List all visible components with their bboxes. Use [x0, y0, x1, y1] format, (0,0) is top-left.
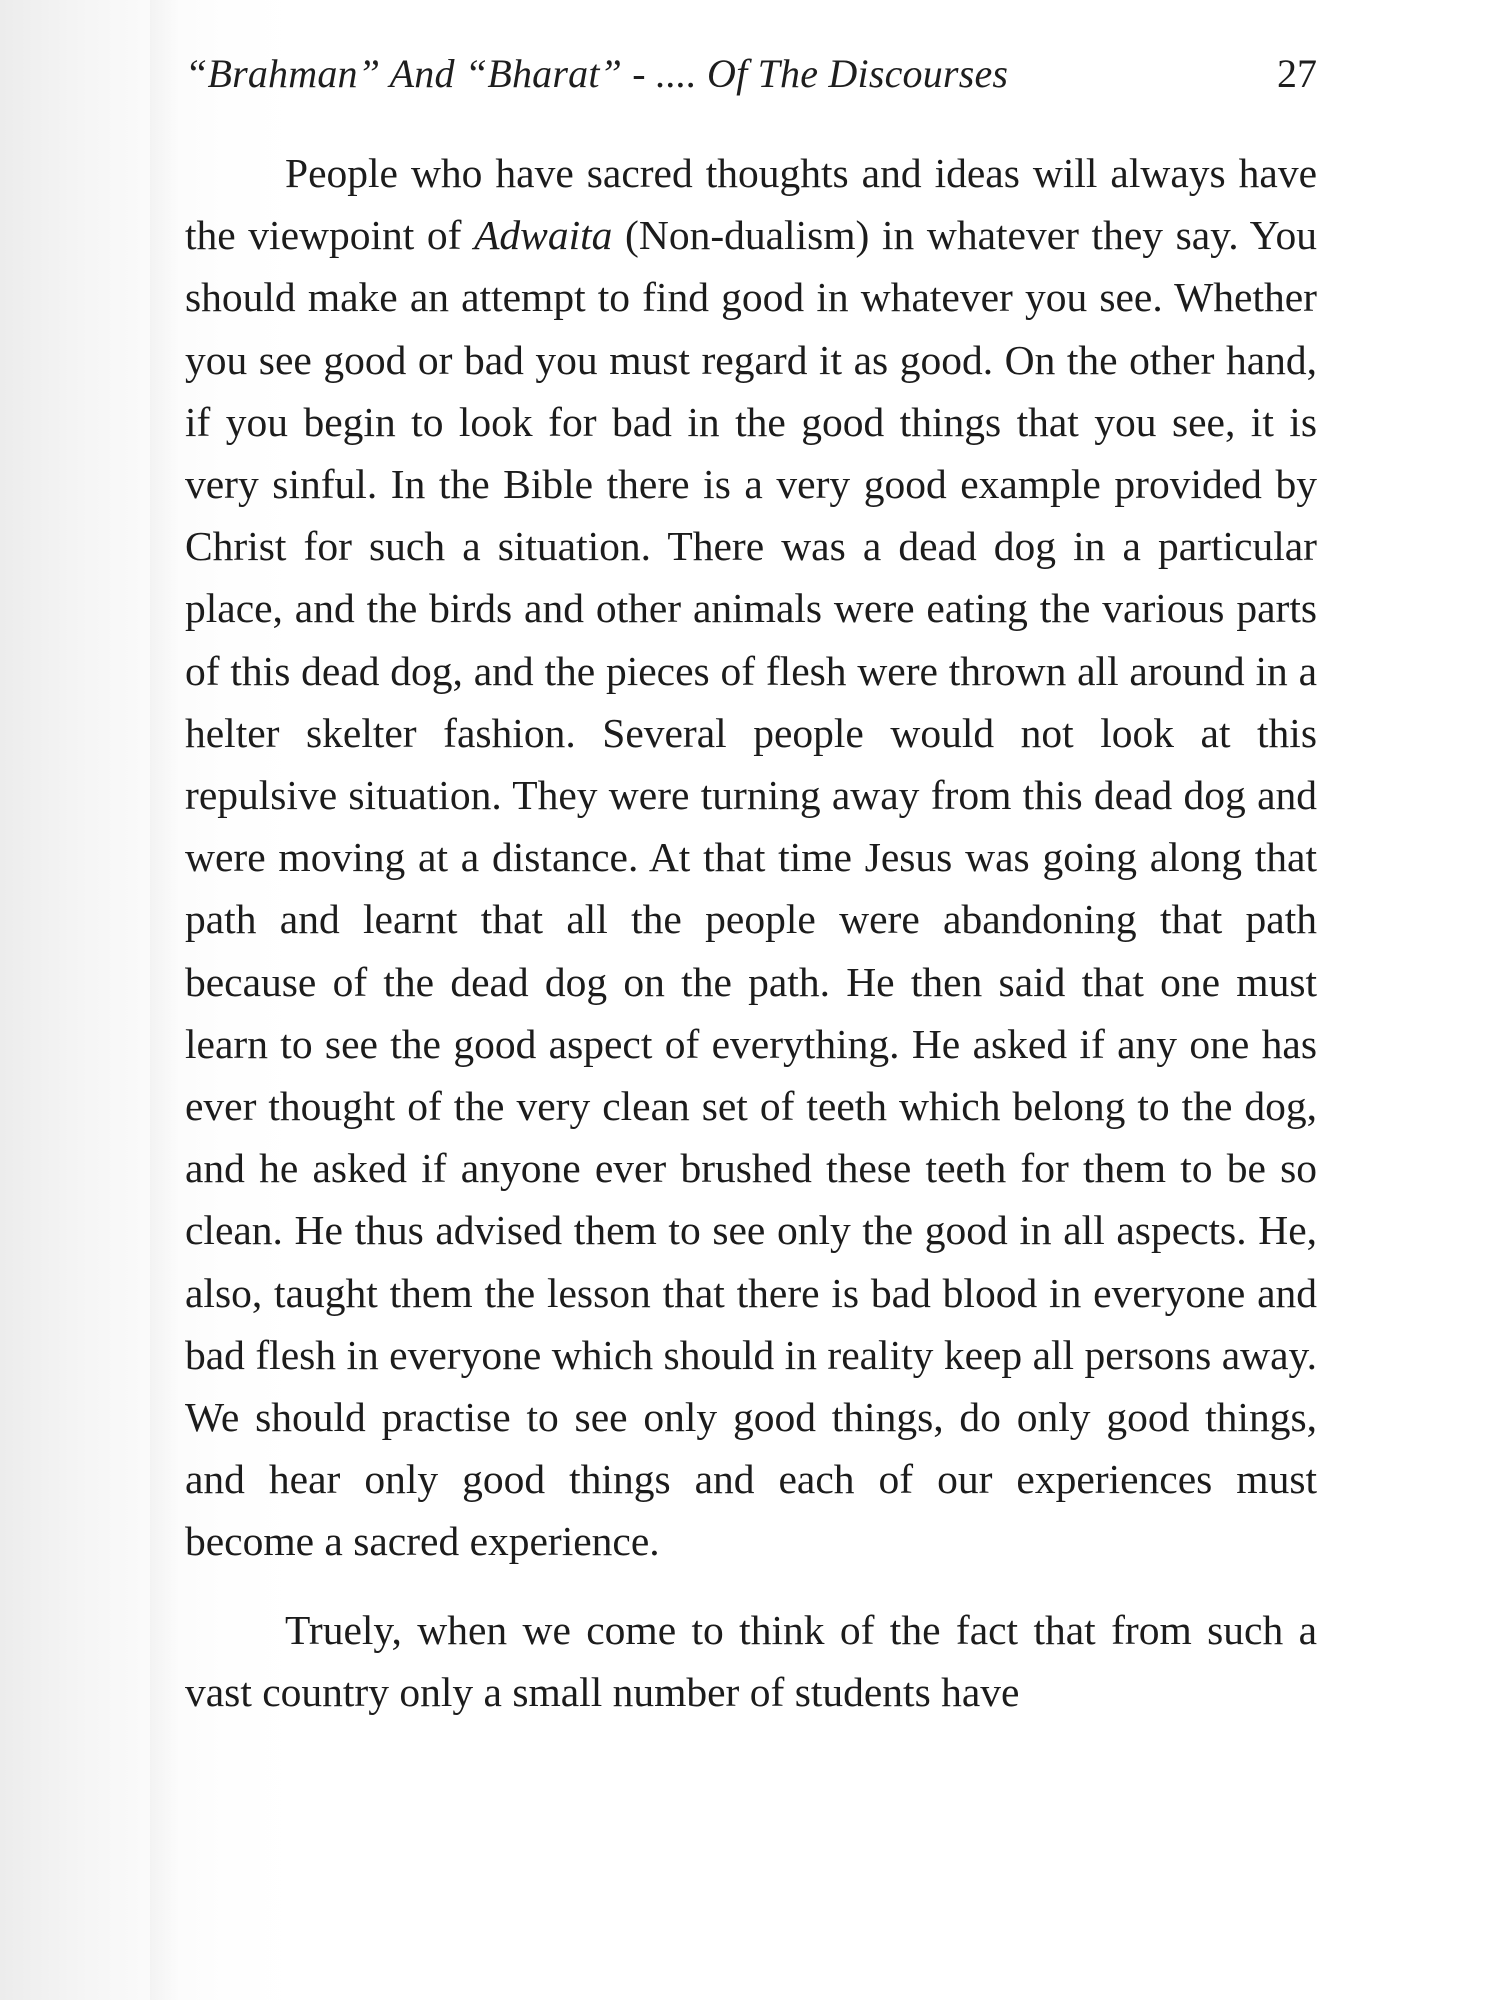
paragraph-1-rest: (Non-dualism) in whatever they say. You should make an attempt to find good in whatever you see. Whether you see good or bad you must regard it as good. On the other hand, if you begin to look for bad in the good things that you see, it is very sinful. In the Bible there is a very good example provided by Christ for such a situation. There was a dead dog in a particular place, and the birds and other animals were eating the various parts of this dead dog, and the pieces of flesh were thrown all around in a helter skelter fashion. Several people would not look at this repulsive situation. They were turning away from this dead dog and were moving at a distance. At that time Jesus was going along that path and learnt that all the people were abandoning that path because of the dead dog on the path. He then said that one must learn to see the good aspect of everything. He asked if any one has ever thought of the very clean set of teeth which belong to the dog, and he asked if anyone ever brushed these teeth for them to be so clean. He thus advised them to see only the good in all aspects. He, also, taught them the lesson that there is bad blood in everyone and bad flesh in everyone which should in reality keep all persons away. We should practise to see only good things, do only good things, and hear only good things and each of our experiences must become a sacred experience.: [185, 212, 1317, 1565]
adwaita-term: Adwaita: [474, 212, 613, 259]
body-text: [185, 142, 1317, 1723]
running-head: [185, 50, 1317, 110]
paragraph-1-start: People who have sacred thoughts and ideas will always have the viewpoint of: [185, 150, 1317, 259]
page-spine-shadow: [150, 0, 180, 2000]
paragraph-2: Truely, when we come to think of the fact that from such a vast country only a small number of students have: [185, 1606, 1317, 1715]
page-number: 27: [1277, 51, 1317, 96]
paragraph-1: [185, 142, 1317, 1573]
running-title: “Brahman” And “Bharat” - .... Of The Discourses: [185, 51, 1009, 96]
